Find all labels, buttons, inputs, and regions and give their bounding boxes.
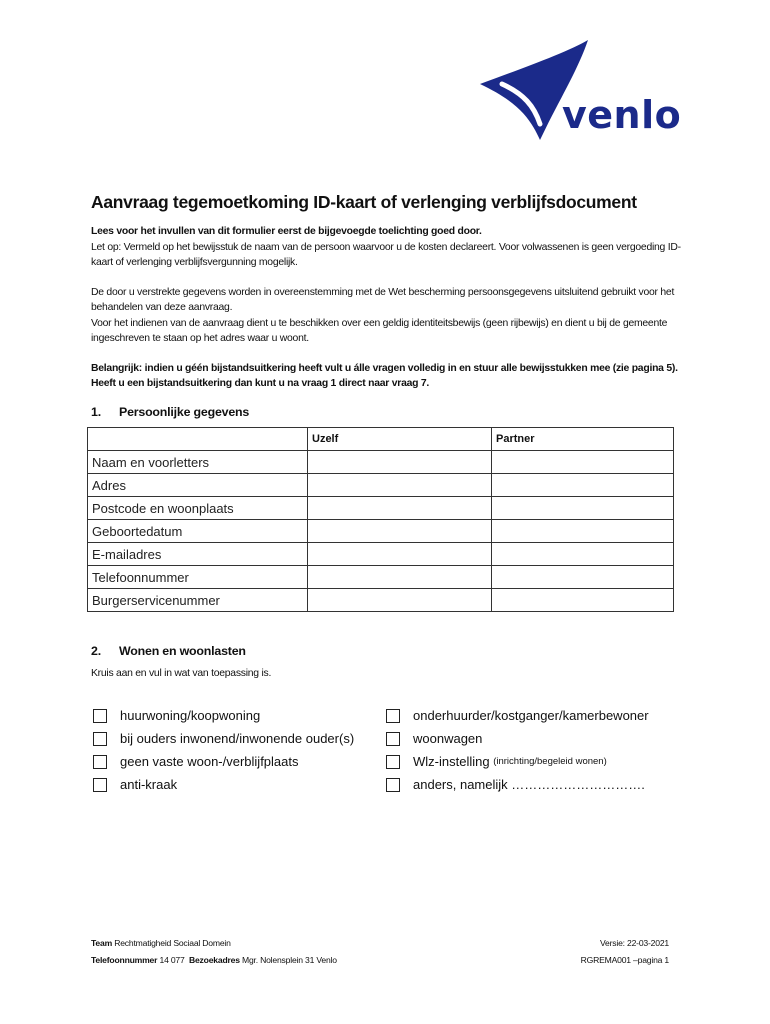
footer-right — [581, 935, 669, 969]
checkbox[interactable] — [93, 732, 107, 746]
logo-text: venlo — [562, 93, 682, 137]
checkbox[interactable] — [93, 709, 107, 723]
housing-option[interactable]: anti-kraak — [93, 773, 354, 796]
uzelf-field[interactable] — [308, 566, 492, 589]
footer-version: Versie: 22-03-2021 — [599, 938, 669, 948]
privacy-text: De door u verstrekte gegevens worden in overeenstemming met de Wet bescherming persoonsgegevens uitsluitend gebruikt voor het behandelen van deze aanvraag. — [91, 286, 675, 313]
table-row — [88, 497, 674, 520]
partner-field[interactable] — [492, 589, 674, 612]
checkbox[interactable] — [386, 732, 400, 746]
housing-option[interactable]: huurwoning/koopwoning — [93, 704, 354, 727]
table-row — [88, 589, 674, 612]
section-2-heading: 2. Wonen en woonlasten — [91, 644, 246, 658]
table-row — [88, 474, 674, 497]
row-label: Adres — [88, 474, 308, 497]
checkbox[interactable] — [386, 755, 400, 769]
housing-option[interactable]: woonwagen — [386, 727, 649, 750]
housing-option[interactable]: anders, namelijk …………………………. — [386, 773, 649, 796]
page-title: Aanvraag tegemoetkoming ID-kaart of verlenging verblijfsdocument — [91, 192, 637, 212]
row-label: Burgerservicenummer — [88, 589, 308, 612]
row-label: Postcode en woonplaats — [88, 497, 308, 520]
partner-field[interactable] — [492, 543, 674, 566]
partner-field[interactable] — [492, 566, 674, 589]
table-row — [88, 543, 674, 566]
footer-address: Mgr. Nolensplein 31 Venlo — [242, 955, 337, 965]
intro-text — [91, 224, 687, 392]
row-label: Telefoonnummer — [88, 566, 308, 589]
partner-field[interactable] — [492, 497, 674, 520]
table-row — [88, 566, 674, 589]
intro-instruction: Lees voor het invullen van dit formulier eerst de bijgevoegde toelichting goed door. — [91, 226, 482, 237]
housing-options-left — [93, 704, 354, 796]
partner-field[interactable] — [492, 451, 674, 474]
footer-page: RGREMA001 –pagina 1 — [580, 955, 669, 965]
partner-field[interactable] — [492, 520, 674, 543]
row-label: Geboortedatum — [88, 520, 308, 543]
id-requirement-text: Voor het indienen van de aanvraag dient u te beschikken over een geldig identiteitsbewijs (geen rijbewijs) en dient u bij de gemeente ingeschreven te staan op het adres waar u woont. — [91, 317, 668, 344]
uzelf-field[interactable] — [308, 520, 492, 543]
housing-option[interactable]: bij ouders inwonend/inwonende ouder(s) — [93, 727, 354, 750]
section-2-instruction: Kruis aan en vul in wat van toepassing is. — [91, 668, 272, 679]
footer-phone: 14 077 — [159, 955, 185, 965]
column-uzelf: Uzelf — [308, 428, 492, 451]
row-label: Naam en voorletters — [88, 451, 308, 474]
uzelf-field[interactable] — [308, 451, 492, 474]
checkbox[interactable] — [93, 778, 107, 792]
partner-field[interactable] — [492, 474, 674, 497]
section-1-heading: 1. Persoonlijke gegevens — [91, 405, 250, 419]
intro-note: Let op: Vermeld op het bewijsstuk de naam van de persoon waarvoor u de kosten declareert. Voor volwassenen is geen vergoeding ID-kaart of verlenging verblijfsvergunning mogelijk. — [91, 241, 681, 268]
wlz-note: (inrichting/begeleid wonen) — [493, 756, 607, 767]
housing-option[interactable]: geen vaste woon-/verblijfplaats — [93, 750, 354, 773]
table-row — [88, 451, 674, 474]
checkbox[interactable] — [93, 755, 107, 769]
row-label: E-mailadres — [88, 543, 308, 566]
housing-options-right — [386, 704, 649, 796]
personal-data-table — [87, 427, 674, 612]
table-header-row — [88, 428, 674, 451]
uzelf-field[interactable] — [308, 589, 492, 612]
important-note: Belangrijk: indien u géén bijstandsuitkering heeft vult u álle vragen volledig in en stuur alle bewijsstukken mee (zie pagina 5). Heeft u een bijstandsuitkering dan kunt u na vraag 1 direct naar vraag 7. — [91, 362, 678, 389]
housing-option[interactable]: Wlz-instelling (inrichting/begeleid wonen) — [386, 750, 649, 773]
column-partner: Partner — [492, 428, 674, 451]
housing-option[interactable]: onderhuurder/kostganger/kamerbewoner — [386, 704, 649, 727]
checkbox[interactable] — [386, 778, 400, 792]
uzelf-field[interactable] — [308, 497, 492, 520]
footer-team: Rechtmatigheid Sociaal Domein — [114, 938, 231, 948]
uzelf-field[interactable] — [308, 543, 492, 566]
uzelf-field[interactable] — [308, 474, 492, 497]
footer-left: Team Rechtmatigheid Sociaal Domein Telefoonnummer 14 077 Bezoekadres Mgr. Nolensplein 31 Venlo — [91, 938, 337, 965]
checkbox[interactable] — [386, 709, 400, 723]
table-header-empty — [88, 428, 308, 451]
table-row — [88, 520, 674, 543]
